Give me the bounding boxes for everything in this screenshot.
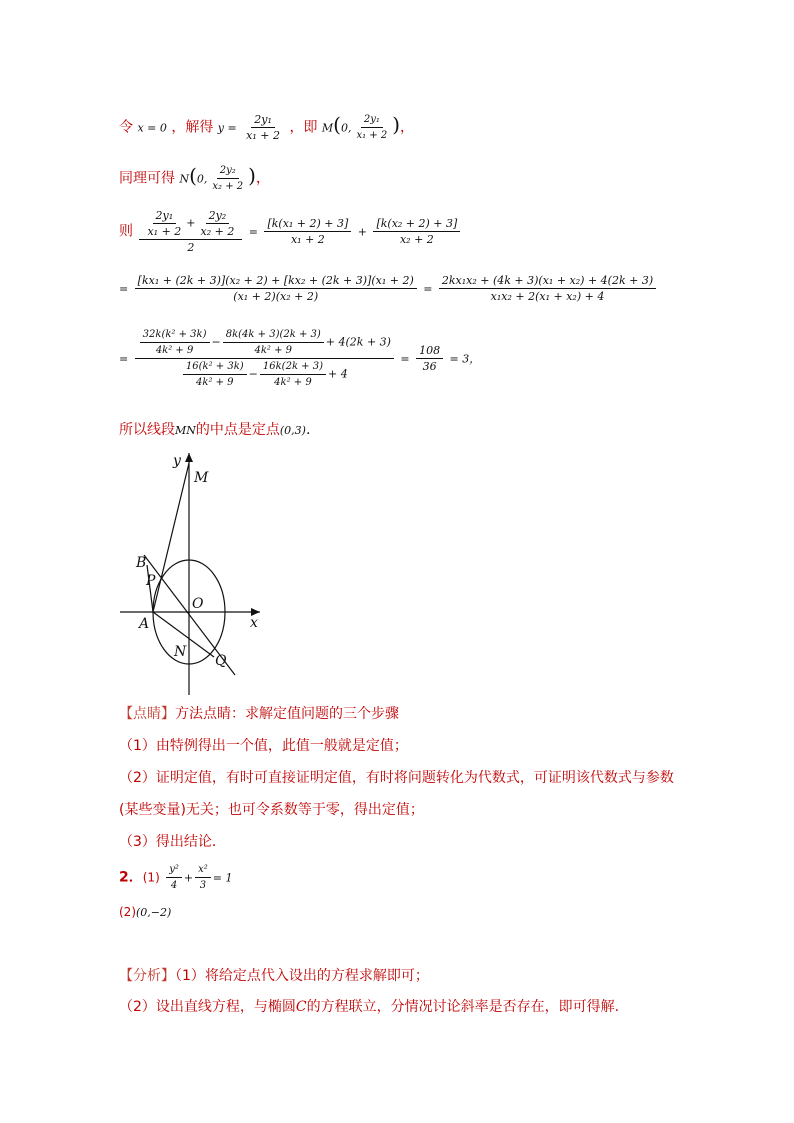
line1-tail: ， bbox=[400, 119, 415, 136]
fenxi-step-1: （1）将给定点代入设出的方程求解即可； bbox=[175, 968, 429, 984]
frac-y2 bbox=[166, 862, 182, 893]
result-value: = 3， bbox=[449, 352, 481, 366]
point-n-den: x₂ + 2 bbox=[212, 181, 244, 192]
frac-b-num: 2y₂ bbox=[206, 208, 230, 224]
frac-result bbox=[416, 343, 443, 374]
dianjing-heading: 方法点睛：求解定值问题的三个步骤 bbox=[175, 706, 399, 722]
frac-expand bbox=[135, 273, 417, 304]
fenxi-step-2b: 的方程联立，分情况讨论斜率是否存在，即可得解. bbox=[306, 999, 620, 1015]
frac-a-den: x₁ + 2 bbox=[147, 225, 182, 238]
text-ji: ，即 bbox=[289, 119, 318, 136]
plus-sign: + bbox=[183, 871, 194, 885]
text-jiede: ，解得 bbox=[171, 119, 214, 136]
step-line-1: 令 x = 0 ，解得 y = $\frac{\text{2y₁}}{\text{x₁ + 2}}$ ，即 M(0, $\frac{\text{2y₁}}{\text{x₁ + 2}}$ )， bbox=[119, 112, 415, 142]
label-n: N bbox=[174, 644, 187, 660]
frac-y2-num: y² bbox=[166, 862, 182, 878]
frac-s-num-tail: + 4(2k + 3) bbox=[325, 335, 391, 349]
dianjing-step-2a: （2）证明定值，有时可直接证明定值，有时将问题转化为代数式，可证明该代数式与参数 bbox=[119, 770, 674, 786]
label-x: x bbox=[250, 615, 258, 631]
conclusion-t1: 所以线段 bbox=[119, 422, 175, 438]
frac-average bbox=[139, 208, 242, 255]
frac-s-d bbox=[260, 359, 326, 390]
point-n-num: 2y₂ bbox=[217, 163, 239, 179]
label-a: A bbox=[139, 616, 150, 632]
frac-substitute-num: $\frac{\text{32k(k² + 3k)}}{\text{4k² + 9}}$ − $\frac{8k(4k + 3)(2k + 3)}{\text{4k² + 9}}$ + 4(2k + 3) bbox=[135, 327, 394, 359]
step-line-4: = $\frac{\text{[kx₁ + (2k + 3)](x₂ + 2) + [kx₂ + (2k + 3)](x₁ + 2)}}{\text{(x₁ + 2)(x₂ + 2)}}$ = $\frac{\text{2kx₁x₂ + (4k + 3)(x₁ + x₂) + 4(2k + 3)}}{\text{x₁x₂ + 2(x₁ + x₂) + 4}}$ bbox=[119, 273, 658, 304]
part-2-label: (2) bbox=[119, 905, 136, 919]
conclusion-t2: 的中点是定点 bbox=[195, 422, 280, 438]
frac-s-b-den: 4k² + 9 bbox=[254, 345, 293, 356]
frac-x2-den: 3 bbox=[199, 880, 207, 891]
frac-s-a-num: 32k(k² + 3k) bbox=[140, 327, 210, 343]
conclusion-tail: . bbox=[305, 422, 311, 438]
point-n-frac bbox=[209, 163, 246, 194]
step-line-2: 同理可得 N(0, $\frac{\text{2y₂}}{\text{x₂ + 2}}$ )， bbox=[119, 163, 270, 192]
dianjing-step-2b: (某些变量)无关；也可令系数等于零，得出定值； bbox=[119, 802, 424, 818]
point-m-frac bbox=[353, 112, 390, 143]
frac-rhs1-den: x₁ + 2 bbox=[290, 233, 325, 246]
frac-average-num: $\frac{\text{2y₁}}{\text{x₁ + 2}}$ + $\frac{\text{2y₂}}{\text{x₂ + 2}}$ bbox=[139, 208, 242, 240]
ellipse-figure bbox=[110, 445, 280, 700]
conclusion-line bbox=[119, 420, 310, 441]
frac-s-a-den: 4k² + 9 bbox=[155, 345, 194, 356]
part-1-label: (1) bbox=[142, 870, 160, 885]
text-ze: 则 bbox=[119, 223, 133, 240]
frac-substitute-den: $\frac{\text{16(k² + 3k)}}{\text{4k² + 9}}$ − $\frac{16k(2k + 3)}{\text{4k² + 9}}$ + 4 bbox=[178, 359, 351, 390]
dianjing-step-1: （1）由特例得出一个值，此值一般就是定值； bbox=[119, 738, 408, 754]
dianjing-title bbox=[119, 704, 399, 724]
fenxi-step-2a: （2）设出直线方程，与椭圆 bbox=[119, 999, 296, 1015]
frac-a bbox=[144, 208, 184, 239]
fixed-point: (0,3) bbox=[279, 424, 306, 437]
point-n-name: N bbox=[179, 172, 190, 186]
eq-y-lhs: y = bbox=[217, 121, 237, 135]
frac-s-den-tail: + 4 bbox=[328, 367, 348, 381]
frac-vieta-num: 2kx₁x₂ + (4k + 3)(x₁ + x₂) + 4(2k + 3) bbox=[439, 273, 656, 289]
frac-x2 bbox=[195, 862, 211, 893]
step-line-3: 则 $\frac{\text{2y₁}}{\text{x₁ + 2}}$ + $\frac{\text{2y₂}}{\text{x₂ + 2}}$ 2 = $\frac{\text{[k(x₁ + 2) + 3]}}{\text{x₁ + 2}}$ + $\frac{\text{[k(x₂ + 2) + 3]}}{\text{x₂ + 2}}$ bbox=[119, 208, 462, 255]
frac-vieta-den: x₁x₂ + 2(x₁ + x₂) + 4 bbox=[490, 290, 605, 303]
y-axis-arrow bbox=[185, 453, 193, 462]
frac-x2-num: x² bbox=[195, 862, 211, 878]
eq-x-zero: x = 0 bbox=[137, 121, 167, 135]
frac-s-c bbox=[183, 359, 247, 390]
text-ling: 令 bbox=[119, 119, 133, 136]
frac-result-num: 108 bbox=[416, 343, 443, 359]
equals-one: = 1 bbox=[212, 871, 233, 885]
text-tongli: 同理可得 bbox=[119, 170, 175, 187]
frac-b-den: x₂ + 2 bbox=[200, 225, 235, 238]
fenxi-tag: 【分析】 bbox=[119, 968, 175, 984]
point-m-num: 2y₁ bbox=[361, 112, 383, 128]
answer-2-part-2 bbox=[119, 902, 171, 923]
frac-s-b bbox=[223, 327, 324, 358]
label-o: O bbox=[192, 596, 204, 612]
fenxi-line-2 bbox=[119, 997, 619, 1017]
step-line-5: = $\frac{\text{32k(k² + 3k)}}{\text{4k² + 9}}$ − $\frac{8k(4k + 3)(2k + 3)}{\text{4k² + 9}}$ + 4(2k + 3) $\frac{\text{16(k² + 3k)}}{\text{4k² + 9}}$ − $\frac{16k(2k + 3)}{\text{4k² + 9}}$ + 4 = $\frac{108}{36}$ = 3， bbox=[119, 329, 481, 388]
frac-y2-den: 4 bbox=[170, 880, 178, 891]
frac-s-c-num: 16(k² + 3k) bbox=[183, 359, 247, 375]
dianjing-tag: 【点睛】 bbox=[119, 706, 175, 722]
frac-rhs1 bbox=[264, 216, 351, 247]
frac-y bbox=[243, 112, 283, 143]
frac-rhs1-num: [k(x₁ + 2) + 3] bbox=[264, 216, 351, 232]
frac-s-d-num: 16k(2k + 3) bbox=[260, 359, 326, 375]
frac-substitute bbox=[135, 327, 394, 390]
label-q: Q bbox=[215, 653, 227, 669]
answer-2-part-1 bbox=[119, 862, 232, 893]
frac-a-num: 2y₁ bbox=[153, 208, 177, 224]
frac-b bbox=[198, 208, 238, 239]
frac-y-den: x₁ + 2 bbox=[246, 129, 280, 142]
frac-s-c-den: 4k² + 9 bbox=[196, 377, 234, 388]
frac-rhs2-den: x₂ + 2 bbox=[399, 233, 434, 246]
frac-average-den: 2 bbox=[187, 241, 195, 254]
segment-mn: MN bbox=[175, 424, 196, 437]
point-m-name: M bbox=[321, 121, 334, 135]
ellipse-name: C bbox=[295, 999, 307, 1015]
frac-s-b-num: 8k(4k + 3)(2k + 3) bbox=[223, 327, 324, 343]
frac-expand-den: (x₁ + 2)(x₂ + 2) bbox=[233, 290, 319, 303]
frac-vieta bbox=[439, 273, 656, 304]
frac-s-d-den: 4k² + 9 bbox=[274, 377, 312, 388]
dianjing-step-3: （3）得出结论． bbox=[119, 834, 226, 850]
line2-tail: ， bbox=[255, 170, 270, 187]
label-y: y bbox=[173, 453, 181, 469]
fenxi-line-1 bbox=[119, 966, 429, 986]
frac-expand-num: [kx₁ + (2k + 3)](x₂ + 2) + [kx₂ + (2k + 3)](x₁ + 2) bbox=[135, 273, 417, 289]
frac-result-den: 36 bbox=[422, 360, 437, 373]
frac-rhs2-num: [k(x₂ + 2) + 3] bbox=[373, 216, 460, 232]
answer-point: (0,−2) bbox=[136, 906, 172, 919]
label-m: M bbox=[194, 470, 209, 486]
frac-rhs2 bbox=[373, 216, 460, 247]
frac-y-num: 2y₁ bbox=[251, 112, 275, 128]
label-b: B bbox=[136, 555, 147, 571]
label-p: P bbox=[146, 573, 156, 589]
frac-s-a bbox=[140, 327, 210, 358]
question-number: 2． bbox=[119, 869, 143, 886]
point-m-den: x₁ + 2 bbox=[356, 130, 388, 141]
